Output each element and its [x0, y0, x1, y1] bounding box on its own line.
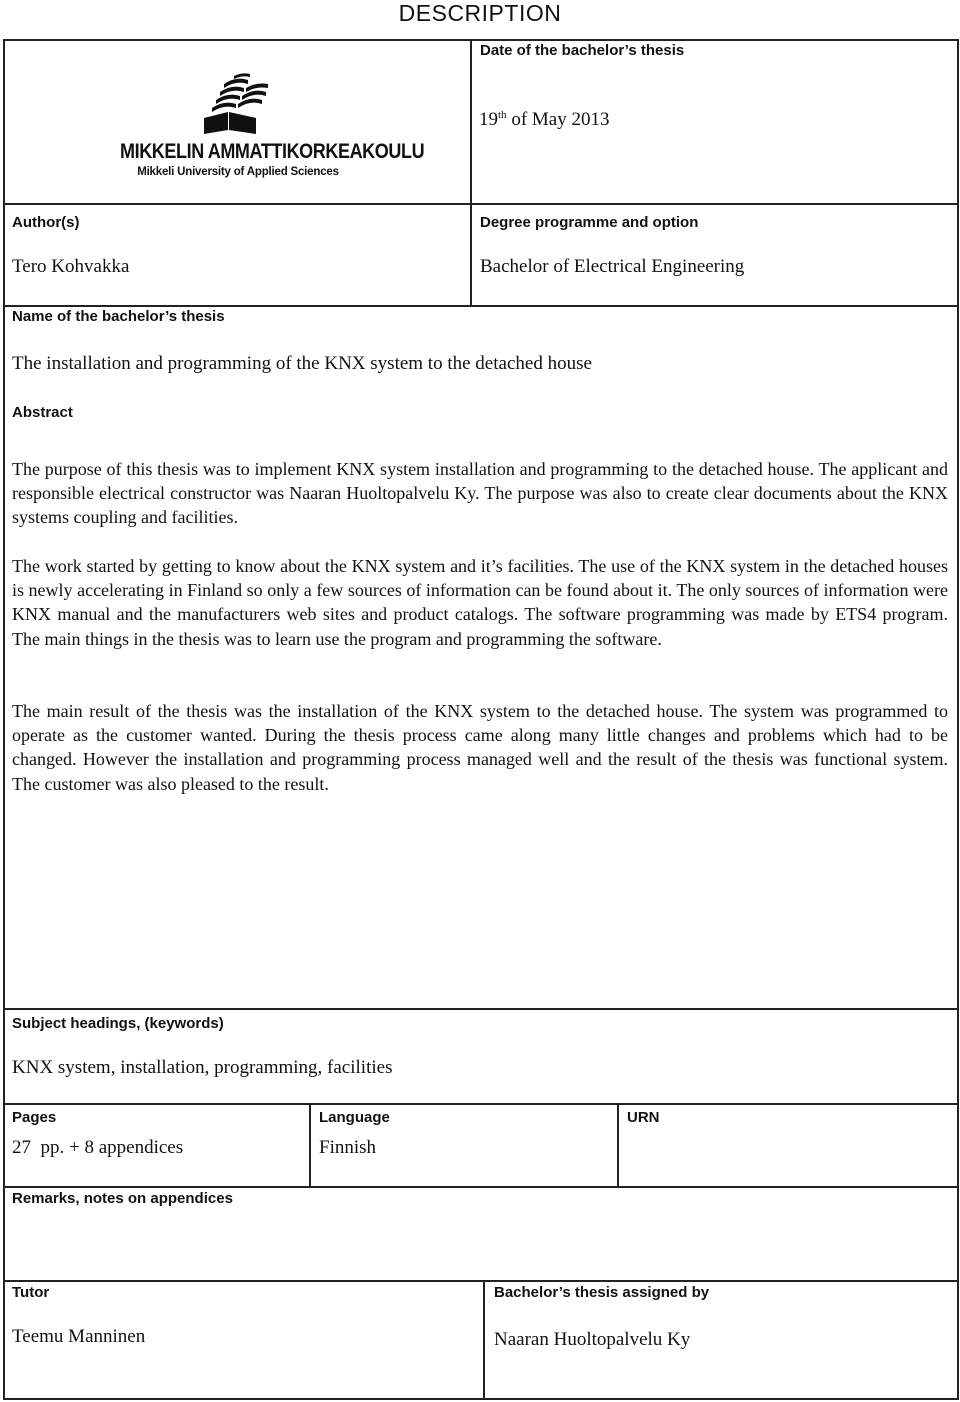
keywords-label: Subject headings, (keywords): [12, 1015, 224, 1032]
tutor-label: Tutor: [12, 1284, 50, 1301]
divider: [3, 1103, 959, 1105]
degree-label: Degree programme and option: [480, 214, 699, 231]
divider: [3, 1280, 959, 1282]
logo-emblem-icon: [198, 72, 278, 136]
date-label: Date of the bachelor’s thesis: [480, 42, 685, 59]
urn-label: URN: [627, 1109, 660, 1126]
date-day: 19: [479, 109, 498, 130]
keywords-value: KNX system, installation, programming, facilities: [12, 1057, 393, 1078]
logo-subtitle: Mikkeli University of Applied Sciences: [137, 166, 339, 178]
divider: [3, 1008, 959, 1010]
assigned-by-value: Naaran Huoltopalvelu Ky: [494, 1329, 691, 1350]
pages-value: 27 pp. + 8 appendices: [12, 1137, 184, 1158]
assigned-by-label: Bachelor’s thesis assigned by: [494, 1284, 710, 1301]
abstract-paragraph: The purpose of this thesis was to implement KNX system installation and programming to the detached house. The applicant and responsible electrical constructor was Naaran Huoltopalvelu Ky. The purpose was also to create clear documents about the KNX systems coupling and facilities.: [12, 459, 948, 528]
language-label: Language: [319, 1109, 390, 1126]
thesis-name-value: The installation and programming of the KNX system to the detached house: [12, 353, 592, 374]
date-value: [479, 109, 609, 131]
divider: [3, 305, 959, 307]
document-title: DESCRIPTION: [398, 0, 562, 26]
divider: [470, 39, 472, 305]
divider: [3, 203, 959, 205]
abstract-label: Abstract: [12, 404, 73, 421]
language-value: Finnish: [319, 1137, 377, 1158]
divider: [617, 1103, 619, 1186]
author-value: Tero Kohvakka: [12, 256, 130, 277]
remarks-label: Remarks, notes on appendices: [12, 1190, 233, 1207]
abstract-paragraph: The work started by getting to know about the KNX system and it’s facilities. The use of the KNX system in the detached houses is newly accelerating in Finland so only a few sources of information can be found about it. The only sources of information were KNX manual and the manufacturers web sites and product catalogs. The software programming was made by ETS4 program. The main things in the thesis was to learn use the program and programming the software.: [12, 556, 948, 649]
date-suffix: th: [498, 109, 507, 121]
divider: [3, 1186, 959, 1188]
divider: [309, 1103, 311, 1186]
author-label: Author(s): [12, 214, 80, 231]
abstract-paragraph: The main result of the thesis was the installation of the KNX system to the detached house. The system was programmed to operate as the customer wanted. During the thesis process came along many little changes and problems which had to be changed. However the installation and programming process managed well and the result of the thesis was functional system. The customer was also pleased to the result.: [12, 701, 948, 794]
degree-value: Bachelor of Electrical Engineering: [480, 256, 745, 277]
tutor-value: Teemu Manninen: [12, 1326, 146, 1347]
divider: [483, 1280, 485, 1400]
thesis-name-label: Name of the bachelor’s thesis: [12, 308, 225, 325]
pages-label: Pages: [12, 1109, 57, 1126]
logo-name: MIKKELIN AMMATTIKORKEAKOULU: [120, 139, 425, 163]
date-rest: of May 2013: [511, 109, 610, 130]
